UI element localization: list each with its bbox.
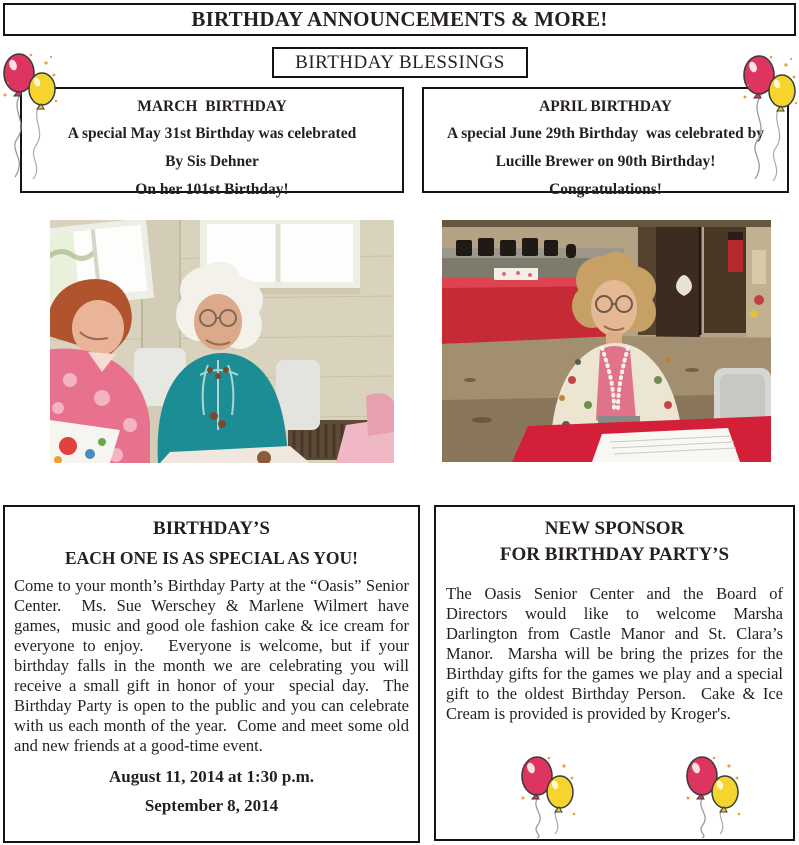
- april-title: APRIL BIRTHDAY: [539, 98, 672, 115]
- birthday-date-august: August 11, 2014 at 1:30 p.m.: [109, 767, 314, 786]
- sponsor-title-line2: FOR BIRTHDAY PARTY’S: [499, 544, 730, 565]
- page-title: BIRTHDAY ANNOUNCEMENTS & MORE!: [3, 3, 796, 36]
- blessings-banner: BIRTHDAY BLESSINGS: [272, 47, 528, 78]
- birthdays-title: BIRTHDAY’S: [153, 518, 270, 539]
- sponsor-body: The Oasis Senior Center and the Board of Directors would like to welcome Marsha Darlington from Castle Manor and St. Clara’s Manor. Marsha will be bring the prizes for the Birthday gifts for the games we play and a special gift to the oldest Birthday Person. Cake & Ice Cream is provided is provided by Kroger's.: [446, 584, 788, 723]
- march-birthday-box: [20, 87, 404, 198]
- left-photo-image: [50, 220, 394, 463]
- right-photo-image: [442, 220, 771, 462]
- right-photo-birthday-woman: [442, 220, 771, 462]
- balloons-icon: [1, 49, 61, 189]
- balloons-icon: [684, 752, 744, 838]
- march-line-2: By Sis Dehner: [165, 153, 259, 170]
- march-line-1: A special May 31st Birthday was celebrated: [67, 125, 357, 142]
- birthdays-box: [3, 505, 420, 843]
- april-birthday-box: [422, 87, 789, 198]
- march-line-3: On her 101st Birthday!: [135, 181, 289, 198]
- april-line-1: A special June 29th Birthday was celebrated by: [447, 125, 764, 142]
- balloons-icon: [741, 51, 799, 191]
- birthdays-body: Come to your month’s Birthday Party at the “Oasis” Senior Center. Ms. Sue Werschey & Marlene Wilmert have games, music and good ole fashion cake & ice cream for everyone to enjoy. Everyone is welcome, but if your birthday falls in the month we are celebrating you will receive a small gift in honor of your special day. The Birthday Party is open to the public and you can celebrate with us each month of the year. Come and meet some old and new friends at a good-time event.: [14, 576, 414, 755]
- birthdays-subtitle: EACH ONE IS AS SPECIAL AS YOU!: [64, 548, 359, 568]
- sponsor-title-line1: NEW SPONSOR: [544, 518, 685, 539]
- balloons-icon: [519, 752, 579, 838]
- march-title: MARCH BIRTHDAY: [137, 98, 287, 115]
- april-line-2: Lucille Brewer on 90th Birthday!: [495, 153, 716, 170]
- birthday-date-september: September 8, 2014: [144, 796, 279, 815]
- left-photo-birthday-women: [50, 220, 394, 463]
- april-line-3: Congratulations!: [549, 181, 662, 198]
